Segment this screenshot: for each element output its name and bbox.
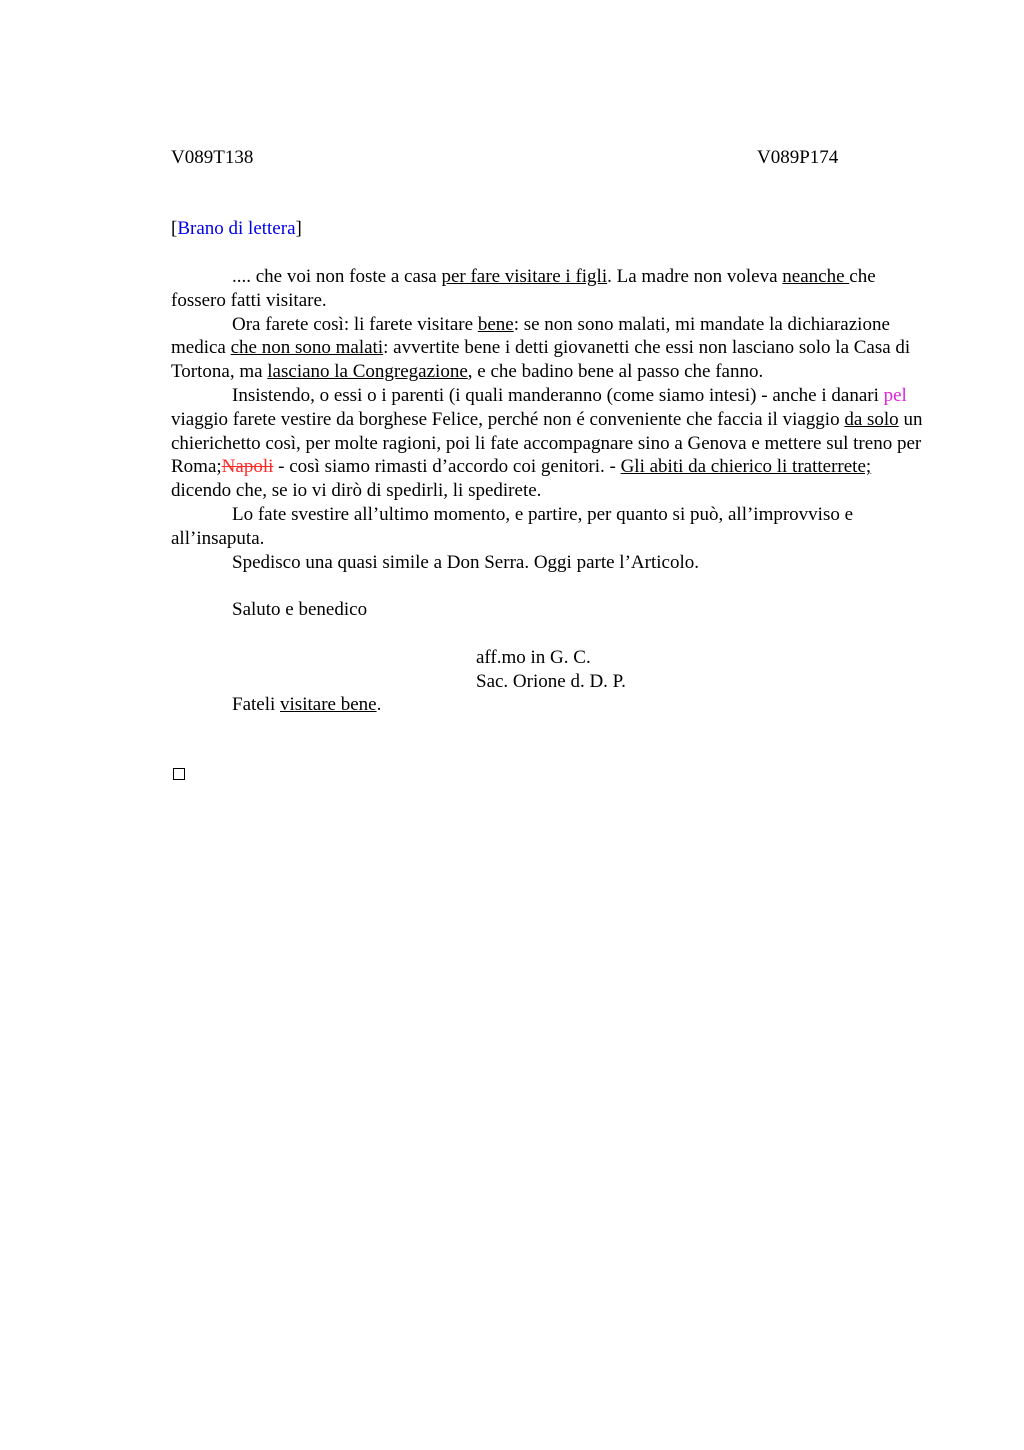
underlined-text: neanche xyxy=(782,266,850,287)
text-run: Insistendo, o essi o i parenti (i quali manderanno (come siamo intesi) - anche i danari xyxy=(232,384,884,406)
document-ref-right: V089P174 xyxy=(757,147,839,168)
paragraph-3 xyxy=(171,384,931,503)
text-run: che fossero fatti visitare. xyxy=(171,266,876,311)
heading-close-bracket: ] xyxy=(295,218,302,239)
underlined-text: da solo xyxy=(844,408,899,430)
greeting: Saluto e benedico xyxy=(232,599,368,621)
signature-line-2: Sac. Orione d. D. P. xyxy=(476,670,626,692)
letter-body xyxy=(171,265,931,717)
text-run: Fateli xyxy=(232,694,281,716)
postscript xyxy=(171,693,931,717)
signature-line-1: aff.mo in G. C. xyxy=(476,646,591,668)
section-heading xyxy=(171,217,302,241)
paragraph-4: Lo fate svestire all’ultimo momento, e partire, per quanto si può, all’improvviso e all’insaputa. xyxy=(171,503,854,549)
blank-line xyxy=(171,574,931,598)
heading-open-bracket: [ xyxy=(171,218,178,239)
text-run: viaggio farete vestire da borghese Felice, perché non é conveniente che faccia il viaggio xyxy=(171,408,845,430)
underlined-text: visitare bene xyxy=(280,694,377,716)
document-ref-left: V089T138 xyxy=(171,147,254,168)
text-run: : se non sono malati, mi mandate la dichiarazione medica xyxy=(171,313,890,359)
underlined-text: per fare visitare i figli xyxy=(441,266,608,287)
checkbox-icon[interactable] xyxy=(173,768,185,780)
underlined-text: lasciano la Congregazione xyxy=(267,361,468,383)
text-run: .... che voi non foste a casa xyxy=(232,266,442,287)
text-run: . La madre non voleva xyxy=(607,266,783,287)
underlined-text: Gli abiti da chierico li tratterrete; xyxy=(620,456,872,478)
text-run: dicendo che, se io vi dirò di spedirli, li spedirete. xyxy=(171,480,542,502)
text-run: : avvertite bene i detti giovanetti che essi non lasciano solo la Casa di Tortona, ma xyxy=(171,337,911,383)
underlined-text: che non sono malati xyxy=(230,337,384,359)
text-run: - così siamo rimasti d’accordo coi genitori. - xyxy=(273,456,621,478)
highlighted-word: pel xyxy=(883,384,907,406)
text-run: un chierichetto così, per molte ragioni, poi li fate accompagnare sino a Genova e mettere sul treno per Roma; xyxy=(171,408,923,478)
paragraph-1 xyxy=(171,265,931,313)
struck-word: Napoli xyxy=(221,456,274,478)
paragraph-2 xyxy=(171,313,931,384)
underlined-text: bene xyxy=(477,313,514,335)
paragraph-5: Spedisco una quasi simile a Don Serra. Oggi parte l’Articolo. xyxy=(232,551,699,573)
heading-label: Brano di lettera xyxy=(177,218,296,239)
text-run: . xyxy=(376,694,382,716)
text-run: Ora farete così: li farete visitare xyxy=(232,313,478,335)
text-run: , e che badino bene al passo che fanno. xyxy=(467,361,764,383)
blank-line xyxy=(171,622,931,646)
